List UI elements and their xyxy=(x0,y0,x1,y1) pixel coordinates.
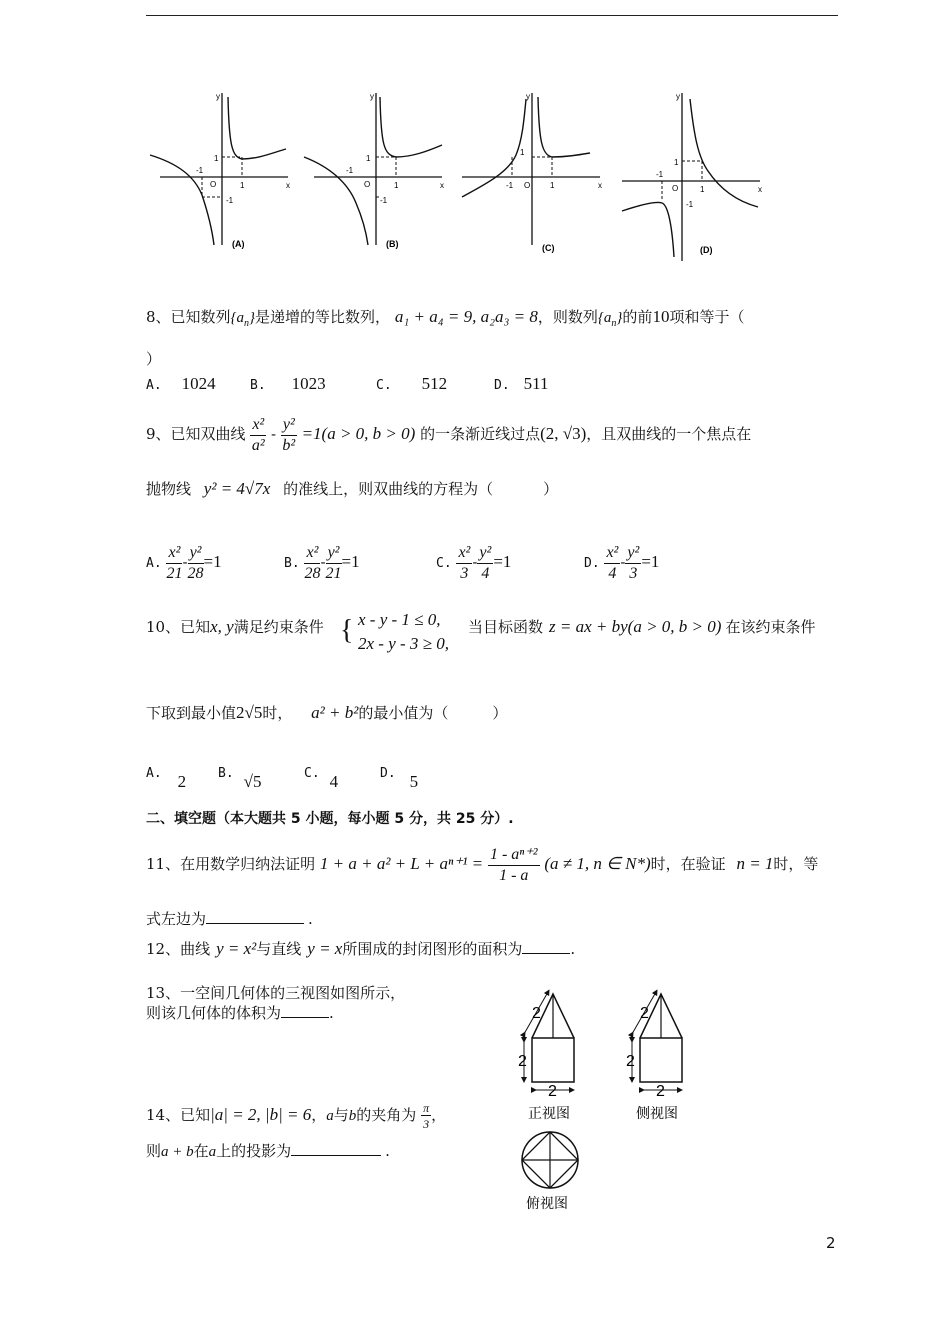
page-number: 2 xyxy=(826,1234,836,1252)
section-2-heading: 二、填空题（本大题共 5 小题，每小题 5 分，共 25 分）. xyxy=(146,811,514,827)
q11-stem: 11、在用数学归纳法证明 1 + a + a² + L + aⁿ⁺¹ = $\frac{\text{1 - aⁿ⁺²}}{1 - a}$ (a ≠ 1, n ∈ N*)时，在验证 n = 1时，等 xyxy=(146,845,819,884)
q9-line2: 抛物线 y² = 4√7x 的准线上，则双曲线的方程为（ ） xyxy=(146,479,559,498)
q12-answer-blank[interactable] xyxy=(522,939,570,954)
q9-stem: 9、已知双曲线 $\frac{\text{x²}}{\text{a²}}$ - $\frac{\text{y²}}{\text{b²}}$ =1(a > 0, b > 0) 的一条渐近线过点(2, √3)，且双曲线的一个焦点在 xyxy=(146,415,752,454)
constraint-brace: { xyxy=(340,615,354,646)
q14-line2: 则a + b在a上的投影为 . xyxy=(146,1142,390,1160)
svg-text:-1: -1 xyxy=(196,166,204,175)
graph-d xyxy=(622,92,762,261)
q10-option-a[interactable]: A. 2 xyxy=(146,766,187,791)
svg-text:-1: -1 xyxy=(506,181,514,190)
q13-answer-blank[interactable] xyxy=(281,1003,329,1018)
svg-text:-1: -1 xyxy=(226,196,234,205)
q13-line2: 则该几何体的体积为 . xyxy=(146,1004,334,1022)
q10-line2: 下取到最小值2√5时， a² + b²的最小值为（ ） xyxy=(146,703,508,722)
y-label: y xyxy=(216,92,220,101)
svg-text:2: 2 xyxy=(626,1053,635,1070)
q8-option-b[interactable]: B. 1023 xyxy=(250,374,326,393)
svg-text:O: O xyxy=(364,180,371,189)
front-view-label: 正视图 xyxy=(528,1105,570,1121)
svg-text:1: 1 xyxy=(550,181,555,190)
svg-text:O: O xyxy=(210,180,217,189)
three-views-figure xyxy=(510,984,710,1214)
q10-option-d[interactable]: D. 5 xyxy=(380,766,419,791)
svg-text:O: O xyxy=(524,181,531,190)
q8-option-a[interactable]: A. 1024 xyxy=(146,374,216,393)
graph-b xyxy=(304,92,444,249)
side-view-label: 侧视图 xyxy=(636,1105,678,1121)
svg-text:2: 2 xyxy=(640,1005,649,1022)
svg-text:1: 1 xyxy=(240,181,245,190)
svg-text:1: 1 xyxy=(700,185,705,194)
q8-option-d[interactable]: D. 511 xyxy=(494,374,549,393)
graph-a xyxy=(150,92,290,249)
svg-text:-1: -1 xyxy=(346,166,354,175)
side-view xyxy=(626,992,682,1100)
graph-c-label: (C) xyxy=(542,243,555,253)
q14-answer-blank[interactable] xyxy=(291,1141,381,1156)
q9-option-a[interactable]: A. $\frac{\text{x²}}{21}$ - $\frac{\text{y²}}{28}$ =1 xyxy=(146,543,222,582)
svg-text:-1: -1 xyxy=(656,170,664,179)
svg-text:y: y xyxy=(370,92,374,101)
svg-text:y: y xyxy=(526,92,530,101)
svg-text:x: x xyxy=(598,181,602,190)
q13-line1: 13、一空间几何体的三视图如图所示， xyxy=(146,984,406,1002)
top-view-label: 俯视图 xyxy=(526,1195,568,1211)
svg-text:x: x xyxy=(758,185,762,194)
q9-option-c[interactable]: C. $\frac{\text{x²}}{3}$ - $\frac{\text{y²}}{4}$ =1 xyxy=(436,543,512,582)
x-label: x xyxy=(286,181,290,190)
top-rule xyxy=(146,15,838,16)
svg-text:2: 2 xyxy=(656,1083,665,1100)
curve-right xyxy=(228,97,286,159)
graph-c xyxy=(462,92,602,253)
q10-option-b[interactable]: B. √5 xyxy=(218,766,262,791)
q8-close-paren: ） xyxy=(146,350,162,368)
svg-text:1: 1 xyxy=(394,181,399,190)
q11-line2: 式左边为 . xyxy=(146,910,313,928)
q9-option-b[interactable]: B. $\frac{\text{x²}}{28}$ - $\frac{\text{y²}}{21}$ =1 xyxy=(284,543,360,582)
svg-text:2: 2 xyxy=(548,1083,557,1100)
graph-b-label: (B) xyxy=(386,239,399,249)
svg-text:y: y xyxy=(676,92,680,101)
svg-text:-1: -1 xyxy=(380,196,388,205)
q10-constraints: x - y - 1 ≤ 0, 2x - y - 3 ≥ 0, xyxy=(358,610,449,653)
q10-option-c[interactable]: C. 4 xyxy=(304,766,339,791)
q10-stem2: 当目标函数 z = ax + by(a > 0, b > 0) 在该约束条件 xyxy=(468,617,816,636)
q12-stem: 12、曲线 y = x²与直线 y = x所围成的封闭图形的面积为 . xyxy=(146,939,576,958)
svg-text:1: 1 xyxy=(520,148,525,157)
q9-option-d[interactable]: D. $\frac{\text{x²}}{4}$ - $\frac{\text{y²}}{3}$ =1 xyxy=(584,543,660,582)
svg-text:O: O xyxy=(672,184,679,193)
svg-text:-1: -1 xyxy=(686,200,694,209)
graph-d-label: (D) xyxy=(700,245,713,255)
q8-option-c[interactable]: C. 512 xyxy=(376,374,448,393)
top-view xyxy=(522,1132,578,1188)
svg-text:2: 2 xyxy=(532,1005,541,1022)
graph-options-figure xyxy=(146,85,786,265)
q11-answer-blank[interactable] xyxy=(206,909,304,924)
q8-stem: 8、已知数列$\{a_n\}$是递增的等比数列， a₁ + a₄ = 9, a₂a₃ = 8，则数列$\{a_n\}$的前10项和等于（ xyxy=(146,307,745,329)
svg-text:1: 1 xyxy=(366,154,371,163)
front-view xyxy=(518,992,574,1100)
q10-stem1: 10、已知x, y满足约束条件 xyxy=(146,617,324,636)
q14-stem: 14、已知|a| = 2, |b| = 6，a与b的夹角为 $\frac{\pi}{3}$ ， xyxy=(146,1100,447,1131)
svg-text:1: 1 xyxy=(214,154,219,163)
svg-text:1: 1 xyxy=(674,158,679,167)
svg-text:2: 2 xyxy=(518,1053,527,1070)
curve-left xyxy=(150,155,217,245)
graph-a-label: (A) xyxy=(232,239,245,249)
svg-text:x: x xyxy=(440,181,444,190)
